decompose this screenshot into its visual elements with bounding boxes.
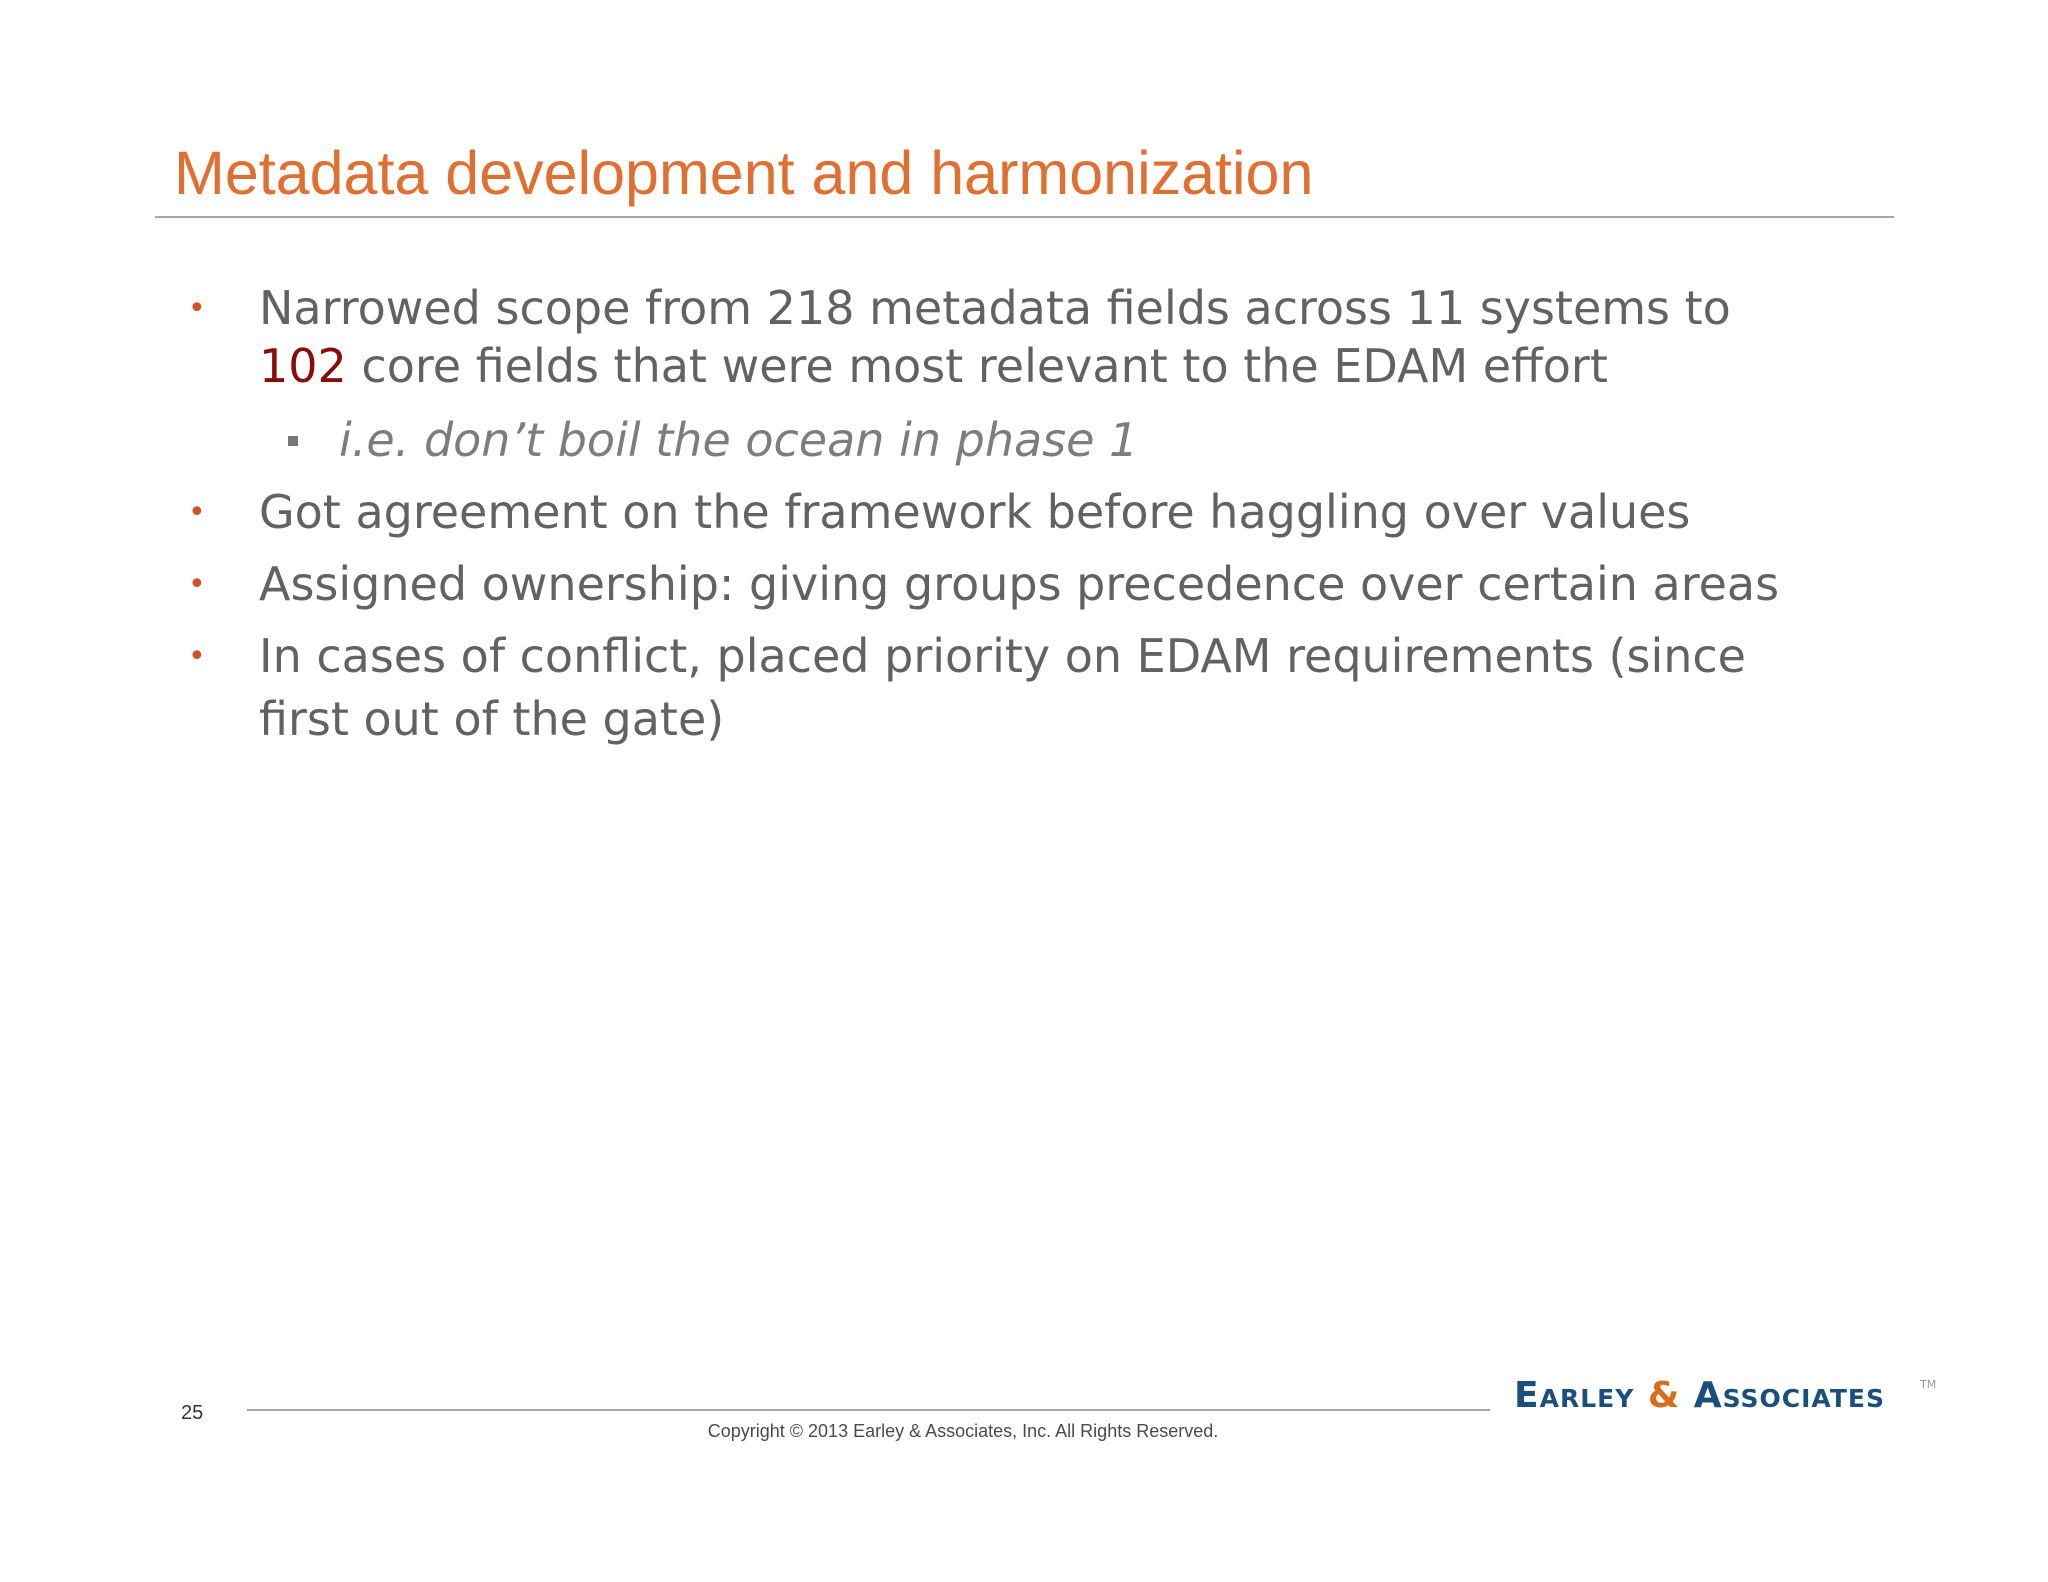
bullet-3: Assigned ownership: giving groups precedence over certain areas [259, 557, 1780, 611]
bullet-1-line-2-text: core fields that were most relevant to the EDAM effort [346, 339, 1608, 393]
bullet-1-line-1: Narrowed scope from 218 metadata fields across 11 systems to [259, 281, 1731, 335]
copyright-notice: Copyright © 2013 Earley & Associates, Inc. All Rights Reserved. [707, 1421, 1219, 1441]
bullet-marker: • [188, 567, 206, 602]
slide-title: Metadata development and harmonization [174, 139, 1314, 207]
footer-divider [247, 1409, 1490, 1411]
page-number: 25 [181, 1402, 204, 1424]
company-logo [1514, 1375, 1885, 1416]
bullet-marker: • [188, 495, 206, 530]
sub-bullet-1: i.e. don’t boil the ocean in phase 1 [339, 413, 1139, 467]
bullet-4-line-1: In cases of conflict, placed priority on EDAM requirements (since [259, 629, 1746, 683]
trademark-mark: TM [1920, 1378, 1937, 1391]
bullet-2: Got agreement on the framework before haggling over values [259, 485, 1691, 539]
bullet-marker: • [188, 639, 206, 674]
logo-ampersand: & [1647, 1375, 1681, 1416]
logo-word-2: Associates [1680, 1375, 1885, 1416]
bullet-4-line-2: first out of the gate) [259, 692, 725, 746]
title-divider [155, 216, 1894, 218]
bullet-marker: • [188, 291, 206, 326]
logo-word-1: Earley [1514, 1375, 1648, 1416]
bullet-1-line-2 [259, 337, 1608, 395]
highlight-number: 102 [259, 339, 347, 393]
sub-bullet-marker [288, 436, 298, 446]
